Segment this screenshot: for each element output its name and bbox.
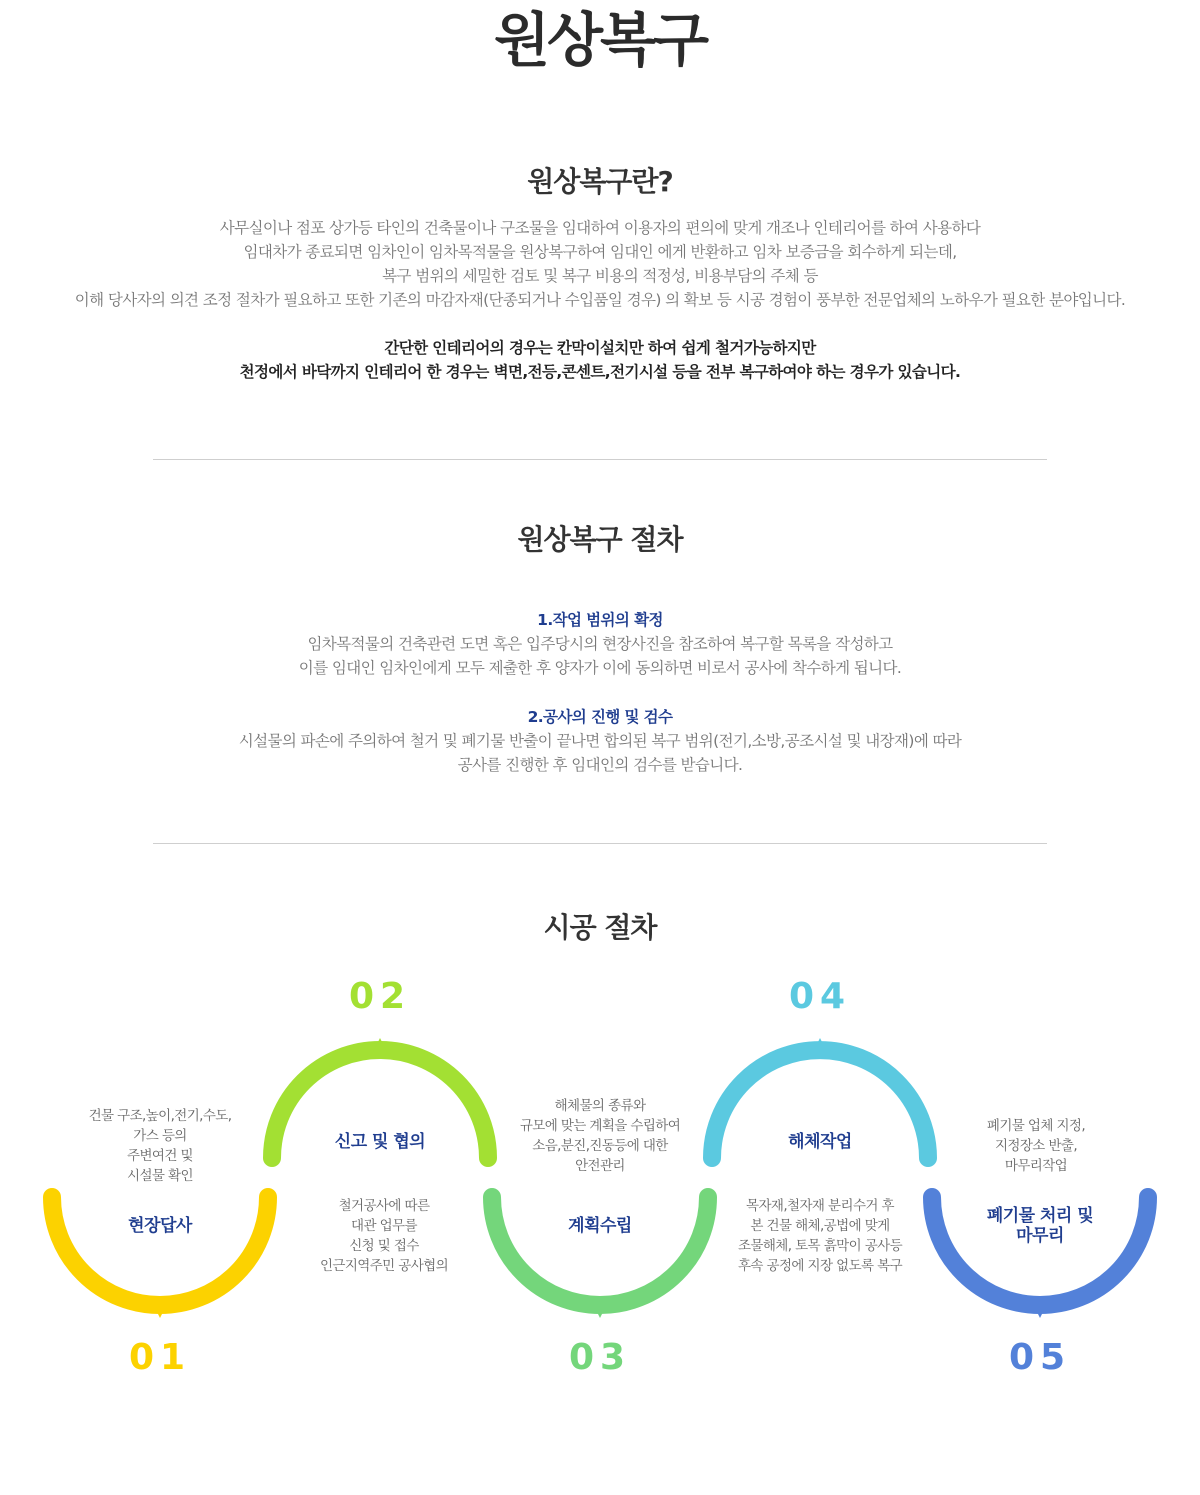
step-desc-line: 시설물 확인 [127, 1168, 193, 1184]
procedure-title: 원상복구 절차 [517, 523, 683, 556]
emphasis-line: 천정에서 바닥까지 인테리어 한 경우는 벽면,전등,콘센트,전기시설 등을 전부 복구하여야 하는 경우가 있습니다. [239, 363, 961, 381]
step-05-description [926, 1116, 1146, 1176]
step-desc-line: 주변여건 및 [127, 1148, 193, 1164]
step-01-number: 01 [128, 1337, 192, 1378]
step-02-description [274, 1196, 494, 1276]
procedure-item-line: 시설물의 파손에 주의하여 철거 및 폐기물 반출이 끝나면 합의된 복구 범위(전기,소방,공조시설 및 내장재)에 따라 [238, 732, 962, 750]
about-title: 원상복구란? [527, 165, 673, 198]
step-desc-line: 건물 구조,높이,전기,수도, [88, 1108, 232, 1124]
step-desc-line: 후속 공정에 지장 없도록 복구 [737, 1258, 903, 1274]
step-desc-line: 해체물의 종류와 [554, 1098, 646, 1114]
step-04-label: 해체작업 [788, 1132, 852, 1152]
step-desc-line: 지정장소 반출, [994, 1138, 1078, 1154]
step-04-number: 04 [788, 976, 852, 1017]
about-line: 이해 당사자의 의견 조정 절차가 필요하고 또한 기존의 마감자재(단종되거나 수입품일 경우) 의 확보 등 시공 경험이 풍부한 전문업체의 노하우가 필요한 분야입니다. [74, 291, 1126, 309]
step-01-label: 현장답사 [128, 1216, 192, 1236]
step-05-label-line: 마무리 [1016, 1226, 1064, 1246]
step-01-arc [52, 1197, 268, 1305]
step-03-arc [492, 1197, 708, 1305]
step-desc-line: 마무리작업 [1004, 1158, 1068, 1174]
page-title: 원상복구 [493, 6, 707, 74]
step-desc-line: 규모에 맞는 계획을 수립하여 [519, 1118, 681, 1134]
about-line: 사무실이나 점포 상가등 타인의 건축물이나 구조물을 임대하여 이용자의 편의에 맞게 개조나 인테리어를 하여 사용하다 [219, 219, 981, 237]
procedure-item [0, 705, 1200, 777]
section-divider [153, 843, 1047, 844]
step-desc-line: 안전관리 [575, 1158, 625, 1174]
step-03-number: 03 [568, 1337, 632, 1378]
step-desc-line: 본 건물 해체,공법에 맞게 [750, 1218, 890, 1234]
procedure-item-line: 이를 임대인 임차인에게 모두 제출한 후 양자가 이에 동의하면 비로서 공사에 착수하게 됩니다. [298, 659, 902, 677]
procedure-item [0, 608, 1200, 680]
step-05-label-line: 폐기물 처리 및 [986, 1206, 1094, 1226]
about-line: 복구 범위의 세밀한 검토 및 복구 비용의 적정성, 비용부담의 주체 등 [382, 267, 818, 285]
about-line: 임대차가 종료되면 임차인이 임차목적물을 원상복구하여 임대인 에게 반환하고 임차 보증금을 회수하게 되는데, [243, 243, 957, 261]
step-01-description [50, 1106, 270, 1186]
section-divider [153, 459, 1047, 460]
step-desc-line: 가스 등의 [133, 1128, 187, 1144]
procedure-item-line: 공사를 진행한 후 임대인의 검수를 받습니다. [457, 756, 743, 774]
construction-process [0, 960, 1200, 1420]
step-desc-line: 목자재,철자재 분리수거 후 [746, 1198, 894, 1214]
procedure-item-heading: 1.작업 범위의 확정 [537, 611, 663, 629]
step-desc-line: 신청 및 접수 [349, 1238, 419, 1254]
step-02-label: 신고 및 협의 [334, 1132, 426, 1152]
step-desc-line: 인근지역주민 공사협의 [319, 1258, 449, 1274]
step-02-number: 02 [348, 976, 412, 1017]
construction-title: 시공 절차 [543, 911, 657, 944]
procedure-item-heading: 2.공사의 진행 및 검수 [527, 708, 673, 726]
about-emphasis [0, 336, 1200, 384]
step-desc-line: 폐기물 업체 지정, [986, 1118, 1086, 1134]
step-03-label: 계획수립 [568, 1216, 632, 1236]
step-05-number: 05 [1008, 1337, 1072, 1378]
step-05-label [950, 1206, 1130, 1246]
step-desc-line: 조물해체, 토목 흙막이 공사등 [737, 1238, 903, 1254]
step-desc-line: 철거공사에 따른 [338, 1198, 430, 1214]
step-03-description [490, 1096, 710, 1176]
step-desc-line: 대관 업무를 [351, 1218, 417, 1234]
step-desc-line: 소음,분진,진동등에 대한 [532, 1138, 668, 1154]
about-description [0, 216, 1200, 312]
emphasis-line: 간단한 인테리어의 경우는 칸막이설치만 하여 쉽게 철거가능하지만 [384, 339, 816, 357]
procedure-item-line: 임차목적물의 건축관련 도면 혹은 입주당시의 현장사진을 참조하여 복구할 목록을 작성하고 [307, 635, 893, 653]
step-04-description [710, 1196, 930, 1276]
